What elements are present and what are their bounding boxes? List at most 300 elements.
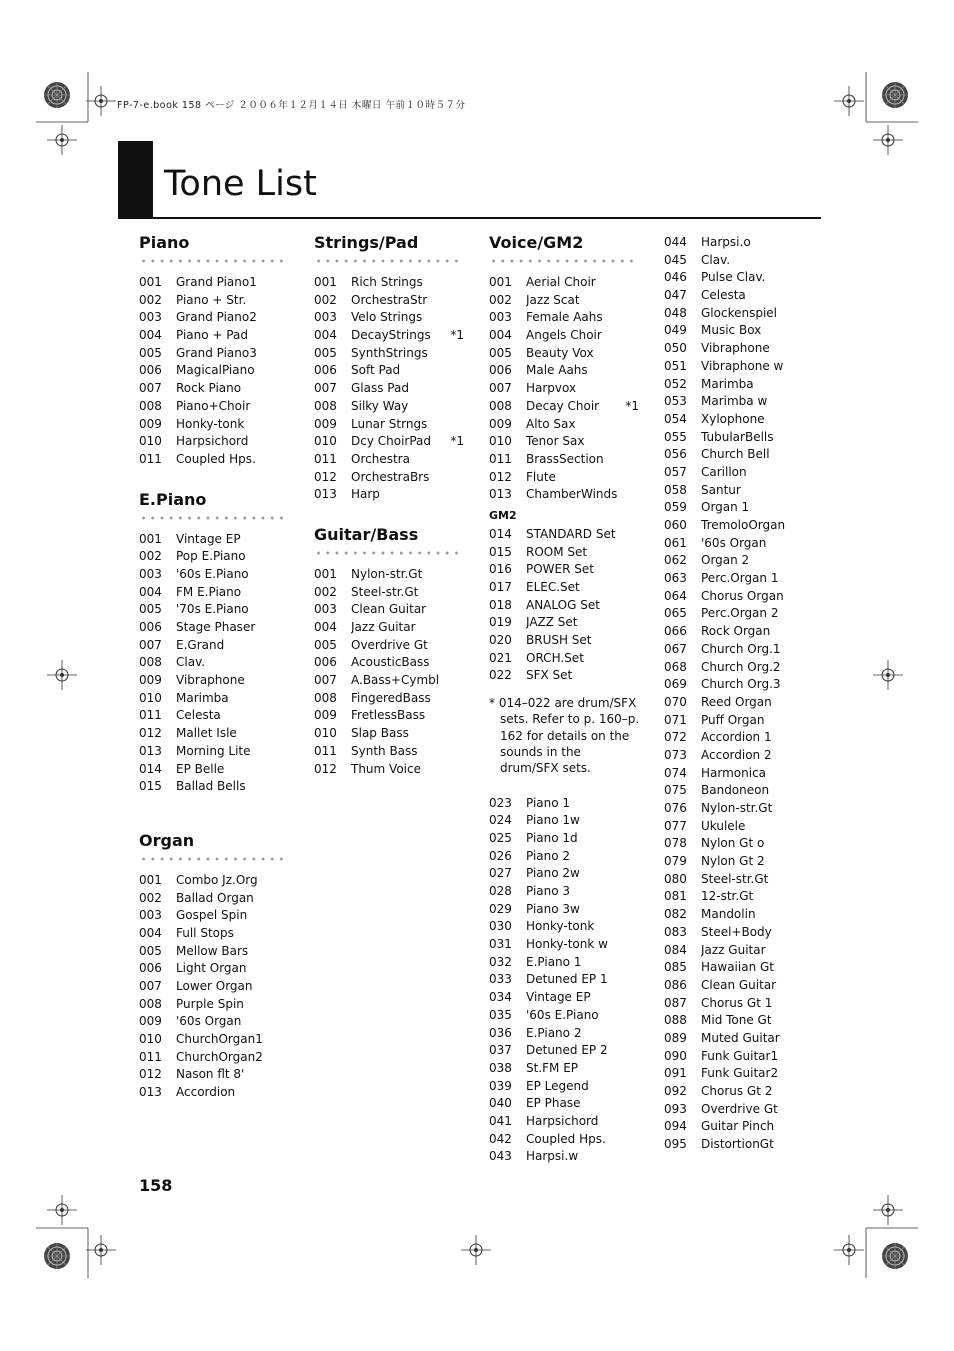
tone-name: Jazz Scat: [526, 292, 580, 307]
tone-number: 087: [664, 995, 687, 1010]
tone-row: [139, 872, 289, 890]
title-block: [118, 141, 153, 218]
tone-row: [489, 865, 639, 883]
tone-name: Muted Guitar: [701, 1030, 780, 1045]
tone-name: DistortionGt: [701, 1137, 774, 1152]
tone-number: 001: [314, 275, 337, 289]
tone-number: 001: [139, 531, 162, 546]
tone-row: [664, 765, 814, 783]
tone-name: Purple Spin: [176, 996, 244, 1011]
tone-note: [621, 416, 639, 434]
tone-name: Celesta: [701, 288, 746, 303]
tone-row: [664, 588, 814, 606]
tone-number: 011: [139, 708, 162, 723]
tone-number: 011: [314, 451, 337, 466]
tone-row: [139, 1049, 289, 1067]
tone-note: [621, 274, 639, 292]
tone-number: 090: [664, 1048, 687, 1063]
tone-row: [664, 1083, 814, 1101]
tone-name: '70s E.Piano: [176, 602, 249, 617]
tone-name: Mid Tone Gt: [701, 1013, 772, 1028]
tone-name: Nylon-str.Gt: [351, 566, 423, 581]
tone-row: [664, 942, 814, 960]
tone-name: Honky-tonk: [176, 416, 245, 431]
tone-number: 004: [314, 620, 337, 634]
tone-name: Carillon: [701, 464, 747, 479]
tone-row: [489, 971, 639, 989]
tone-number: 007: [489, 381, 512, 396]
tone-name: Angels Choir: [526, 328, 602, 343]
tone-number: 027: [489, 866, 512, 881]
tone-row: [314, 469, 464, 487]
tone-row: [314, 345, 464, 363]
tone-name: Flute: [526, 469, 556, 484]
tone-list: [139, 872, 289, 1102]
tone-name: Rock Organ: [701, 624, 771, 639]
dotted-rule: [314, 257, 460, 265]
tone-number: 009: [139, 416, 162, 431]
dotted-rule: [139, 257, 285, 265]
section-title: Strings/Pad: [314, 233, 419, 252]
tone-name: Coupled Hps.: [176, 451, 256, 466]
tone-row: [139, 433, 289, 451]
tone-note: *1: [625, 398, 639, 413]
tone-number: 067: [664, 641, 687, 656]
tone-name: Xylophone: [701, 411, 765, 426]
tone-number: 057: [664, 464, 687, 479]
tone-row: [139, 907, 289, 925]
tone-row: [664, 1048, 814, 1066]
tone-note: [446, 292, 464, 310]
tone-row: [489, 292, 639, 310]
tone-number: 002: [314, 584, 337, 599]
tone-name: Chorus Organ: [701, 588, 784, 603]
tone-number: 012: [314, 761, 337, 776]
tone-row: [664, 977, 814, 995]
tone-row: [664, 287, 814, 305]
tone-number: 024: [489, 813, 512, 828]
tone-number: 043: [489, 1149, 512, 1164]
tone-name: Light Organ: [176, 961, 247, 976]
tone-name: Vintage EP: [176, 531, 241, 546]
tone-row: [314, 380, 464, 398]
tone-row: [664, 517, 814, 535]
tone-row: [489, 561, 639, 579]
tone-row: [664, 729, 814, 747]
tone-row: [664, 712, 814, 730]
tone-row: [489, 1148, 639, 1166]
tone-row: [139, 451, 289, 469]
tone-number: 009: [314, 416, 337, 431]
tone-number: 076: [664, 801, 687, 815]
tone-name: Clav.: [701, 252, 731, 267]
tone-row: [489, 883, 639, 901]
registration-target-icon: [882, 82, 908, 108]
tone-row: [664, 446, 814, 464]
tone-row: [664, 995, 814, 1013]
tone-list: [139, 274, 289, 469]
section-voice-gm2: [489, 232, 639, 1166]
tone-note: [446, 380, 464, 398]
tone-name: ROOM Set: [526, 544, 588, 559]
tone-number: 008: [139, 996, 162, 1011]
tone-number: 037: [489, 1043, 512, 1058]
tone-number: 048: [664, 305, 687, 320]
tone-row: [139, 416, 289, 434]
tone-name: EP Phase: [526, 1096, 581, 1111]
tone-number: 009: [139, 1014, 162, 1029]
tone-number: 013: [139, 743, 162, 758]
tone-name: Harp: [351, 487, 380, 502]
tone-name: Glass Pad: [351, 381, 409, 396]
tone-number: 070: [664, 694, 687, 709]
tone-name: Mellow Bars: [176, 943, 249, 958]
tone-name: OrchestraStr: [351, 292, 428, 307]
tone-name: Church Org.1: [701, 641, 781, 656]
tone-number: 019: [489, 615, 512, 630]
tone-name: Music Box: [701, 323, 762, 338]
tone-name: Nylon Gt 2: [701, 854, 765, 869]
tone-name: Vibraphone w: [701, 358, 784, 373]
tone-number: 010: [139, 1032, 162, 1047]
tone-name: Harpvox: [526, 381, 577, 396]
tone-row: [664, 747, 814, 765]
registration-crosshair-icon: [834, 1235, 864, 1265]
tone-number: 028: [489, 884, 512, 899]
tone-row: [489, 398, 639, 416]
dotted-rule: [489, 257, 635, 265]
tone-row: [314, 761, 464, 779]
tone-row: [664, 269, 814, 287]
tone-name: STANDARD Set: [526, 526, 616, 541]
tone-name: DecayStrings: [351, 328, 431, 343]
tone-number: 094: [664, 1119, 687, 1134]
tone-row: [664, 800, 814, 818]
tone-list: [489, 526, 639, 685]
tone-number: 050: [664, 341, 687, 356]
tone-name: Jazz Guitar: [701, 942, 766, 957]
tone-name: Perc.Organ 1: [701, 571, 779, 586]
tone-row: [489, 1113, 639, 1131]
registration-crosshair-icon: [86, 86, 116, 116]
tone-name: ChurchOrgan1: [176, 1032, 263, 1047]
tone-name: Church Org.2: [701, 659, 781, 674]
tone-row: [489, 416, 639, 434]
tone-name: BRUSH Set: [526, 633, 592, 648]
tone-row: [139, 943, 289, 961]
tone-name: Steel+Body: [701, 924, 772, 939]
tone-row: [139, 1031, 289, 1049]
tone-name: Overdrive Gt: [351, 637, 428, 652]
tone-row: [664, 482, 814, 500]
tone-note: [621, 469, 639, 487]
tone-number: 008: [139, 398, 162, 413]
tone-number: 006: [139, 620, 162, 634]
tone-row: [489, 830, 639, 848]
tone-row: [139, 345, 289, 363]
tone-number: 025: [489, 830, 512, 845]
tone-number: 039: [489, 1078, 512, 1093]
tone-note: [446, 345, 464, 363]
tone-name: Steel-str.Gt: [701, 871, 769, 886]
tone-row: [139, 362, 289, 380]
tone-number: 041: [489, 1113, 512, 1128]
tone-name: Synth Bass: [351, 743, 418, 758]
tone-row: [314, 690, 464, 708]
tone-note: [446, 469, 464, 487]
tone-row: [489, 632, 639, 650]
tone-row: [664, 694, 814, 712]
tone-number: 002: [139, 292, 162, 307]
registration-crosshair-icon: [834, 86, 864, 116]
tone-name: Nylon Gt o: [701, 836, 765, 851]
tone-row: [664, 535, 814, 553]
tone-number: 014: [489, 526, 512, 541]
tone-row: [139, 619, 289, 637]
tone-number: 007: [139, 381, 162, 396]
tone-number: 013: [489, 487, 512, 502]
tone-name: Piano 1: [526, 795, 571, 810]
registration-crosshair-icon: [86, 1235, 116, 1265]
tone-name: Accordion 1: [701, 730, 772, 745]
tone-name: Piano 3: [526, 884, 571, 899]
tone-name: MagicalPiano: [176, 363, 255, 378]
gm2-subtitle: GM2: [489, 508, 517, 522]
tone-row: [139, 960, 289, 978]
tone-number: 018: [489, 597, 512, 612]
tone-row: [314, 743, 464, 761]
tone-row: [664, 605, 814, 623]
tone-row: [489, 1007, 639, 1025]
tone-number: 081: [664, 889, 687, 904]
tone-number: 009: [139, 673, 162, 688]
tone-note: [621, 486, 639, 504]
registration-crosshair-icon: [47, 660, 77, 690]
tone-row: [489, 1025, 639, 1043]
tone-number: 014: [139, 761, 162, 776]
tone-number: 005: [139, 345, 162, 360]
tone-number: 045: [664, 252, 687, 267]
tone-row: [139, 672, 289, 690]
tone-number: 092: [664, 1084, 687, 1098]
tone-name: ChamberWinds: [526, 487, 618, 502]
tone-number: 007: [139, 979, 162, 993]
tone-note: [621, 380, 639, 398]
tone-row: [664, 623, 814, 641]
tone-name: TubularBells: [701, 429, 774, 444]
tone-name: Piano+Choir: [176, 398, 251, 413]
tone-row: [489, 667, 639, 685]
tone-row: [489, 989, 639, 1007]
tone-row: [489, 362, 639, 380]
tone-number: 009: [489, 416, 512, 431]
tone-number: 069: [664, 677, 687, 692]
tone-number: 004: [139, 584, 162, 599]
tone-row: [139, 274, 289, 292]
tone-name: Alto Sax: [526, 416, 576, 431]
registration-crosshair-icon: [873, 660, 903, 690]
tone-name: '60s E.Piano: [176, 566, 249, 581]
tone-name: Male Aahs: [526, 363, 588, 378]
tone-number: 036: [489, 1025, 512, 1040]
tone-row: [314, 672, 464, 690]
tone-name: Detuned EP 1: [526, 972, 608, 987]
tone-name: Decay Choir: [526, 398, 600, 413]
tone-row: [664, 322, 814, 340]
tone-number: 049: [664, 323, 687, 338]
tone-row: [664, 393, 814, 411]
tone-number: 003: [139, 908, 162, 923]
tone-row: [489, 1060, 639, 1078]
tone-number: 012: [139, 726, 162, 741]
column-2: [314, 232, 464, 798]
tone-row: [314, 654, 464, 672]
tone-note: [446, 416, 464, 434]
tone-name: Slap Bass: [351, 726, 409, 741]
column-4: [664, 234, 814, 1154]
tone-name: Accordion 2: [701, 747, 772, 762]
tone-number: 010: [139, 434, 162, 449]
tone-name: Morning Lite: [176, 743, 251, 758]
tone-number: 058: [664, 482, 687, 497]
tone-row: [489, 380, 639, 398]
tone-name: ELEC.Set: [526, 580, 580, 594]
tone-name: Grand Piano3: [176, 345, 257, 360]
tone-name: Mandolin: [701, 907, 756, 922]
tone-number: 012: [314, 469, 337, 484]
tone-name: Ukulele: [701, 818, 746, 833]
tone-number: 046: [664, 270, 687, 285]
tone-list: [139, 531, 289, 796]
tone-row: [139, 1066, 289, 1084]
tone-number: 017: [489, 580, 512, 594]
tone-name: Honky-tonk: [526, 919, 595, 934]
column-1: [139, 232, 289, 1122]
tone-number: 006: [139, 961, 162, 976]
tone-name: Mallet Isle: [176, 726, 237, 741]
tone-list: [314, 566, 464, 778]
section-piano: [139, 232, 289, 469]
tone-note: [621, 451, 639, 469]
tone-name: FingeredBass: [351, 690, 431, 705]
section-title: Guitar/Bass: [314, 524, 419, 544]
tone-name: Silky Way: [351, 398, 409, 413]
tone-row: [489, 954, 639, 972]
tone-name: Beauty Vox: [526, 345, 594, 360]
tone-number: 082: [664, 907, 687, 922]
registration-target-icon: [44, 1243, 70, 1269]
tone-number: 061: [664, 535, 687, 550]
tone-number: 035: [489, 1007, 512, 1022]
tone-number: 002: [139, 549, 162, 564]
tone-number: 065: [664, 606, 687, 621]
registration-target-icon: [44, 82, 70, 108]
tone-row: [314, 274, 464, 292]
page-number: 158: [139, 1176, 173, 1195]
tone-name: Piano 1d: [526, 830, 578, 845]
tone-number: 022: [489, 668, 512, 683]
tone-name: Soft Pad: [351, 363, 401, 378]
tone-number: 006: [314, 363, 337, 378]
tone-list: [489, 274, 639, 504]
tone-number: 083: [664, 924, 687, 939]
registration-crosshair-icon: [461, 1235, 491, 1265]
tone-row: [489, 848, 639, 866]
tone-row: [664, 429, 814, 447]
tone-name: Combo Jz.Org: [176, 872, 258, 887]
tone-name: Piano 2w: [526, 866, 580, 881]
tone-row: [314, 486, 464, 504]
tone-number: 038: [489, 1060, 512, 1075]
tone-number: 003: [139, 310, 162, 325]
tone-number: 064: [664, 588, 687, 603]
tone-row: [139, 654, 289, 672]
tone-number: 089: [664, 1030, 687, 1045]
tone-row: [139, 531, 289, 549]
tone-note: [621, 362, 639, 380]
tone-name: Organ 1: [701, 500, 750, 515]
tone-row: [664, 252, 814, 270]
tone-number: 075: [664, 783, 687, 798]
tone-row: [489, 526, 639, 544]
tone-row: [489, 327, 639, 345]
tone-name: Clean Guitar: [351, 602, 427, 617]
tone-number: 068: [664, 659, 687, 674]
tone-name: ORCH.Set: [526, 650, 584, 665]
tone-number: 008: [489, 398, 512, 413]
registration-target-icon: [882, 1243, 908, 1269]
tone-number: 023: [489, 795, 512, 810]
tone-number: 006: [314, 655, 337, 670]
tone-name: Piano + Str.: [176, 292, 247, 307]
tone-row: [139, 292, 289, 310]
tone-row: [489, 936, 639, 954]
tone-number: 003: [314, 310, 337, 325]
tone-row: [664, 234, 814, 252]
tone-name: Vintage EP: [526, 990, 591, 1005]
tone-row: [314, 362, 464, 380]
tone-row: [314, 433, 464, 451]
tone-number: 008: [314, 398, 337, 413]
tone-row: [139, 601, 289, 619]
section-title: Organ: [139, 830, 195, 850]
tone-number: 053: [664, 394, 687, 409]
tone-row: [314, 327, 464, 345]
tone-note: [446, 451, 464, 469]
tone-row: [489, 544, 639, 562]
tone-row: [664, 552, 814, 570]
tone-name: Piano 1w: [526, 813, 580, 828]
tone-name: Dcy ChoirPad: [351, 434, 432, 449]
tone-name: AcousticBass: [351, 655, 430, 670]
tone-name: SynthStrings: [351, 345, 428, 360]
tone-note: *1: [450, 434, 464, 449]
tone-name: Piano 2: [526, 848, 571, 863]
tone-name: Jazz Guitar: [351, 620, 416, 634]
tone-row: [664, 411, 814, 429]
tone-row: [139, 566, 289, 584]
tone-number: 079: [664, 854, 687, 869]
tone-row: [664, 818, 814, 836]
tone-row: [489, 1131, 639, 1149]
tone-row: [314, 566, 464, 584]
tone-number: 001: [314, 566, 337, 581]
tone-name: Clav.: [176, 655, 206, 670]
tone-name: Church Bell: [701, 447, 770, 462]
tone-name: Nylon-str.Gt: [701, 801, 773, 815]
tone-row: [139, 690, 289, 708]
tone-number: 052: [664, 376, 687, 391]
